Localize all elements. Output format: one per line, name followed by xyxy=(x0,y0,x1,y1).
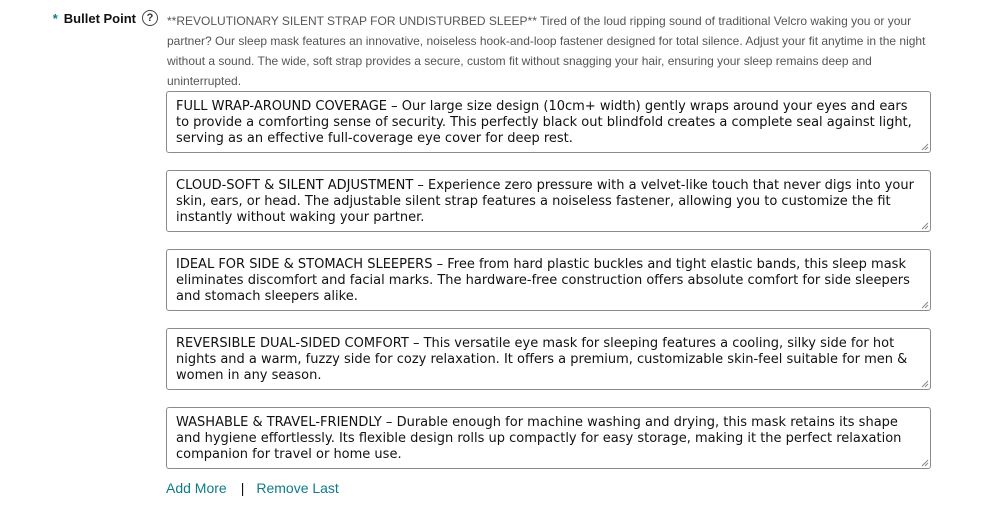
resize-handle-icon[interactable] xyxy=(920,300,929,309)
remove-last-link[interactable]: Remove Last xyxy=(256,480,339,496)
bullet-input-text: IDEAL FOR SIDE & STOMACH SLEEPERS – Free from hard plastic buckles and tight elastic bands, this sleep mask eliminates discomfort and facial marks. The hardware-free construction offers absolute comfort for side sleepers and stomach sleepers alike. xyxy=(176,257,910,304)
resize-handle-icon[interactable] xyxy=(920,379,929,388)
add-more-link[interactable]: Add More xyxy=(166,480,227,496)
question-circle-icon[interactable]: ? xyxy=(142,10,158,26)
resize-handle-icon[interactable] xyxy=(920,221,929,230)
bullet-input-1[interactable] xyxy=(166,91,931,153)
resize-handle-icon[interactable] xyxy=(920,458,929,467)
required-marker: * xyxy=(52,10,58,26)
resize-handle-icon[interactable] xyxy=(920,142,929,151)
field-label: Bullet Point xyxy=(63,10,136,26)
link-separator: | xyxy=(240,480,245,496)
bullet-actions xyxy=(166,480,339,496)
bullet-input-5[interactable] xyxy=(166,407,931,469)
bullet-input-text: WASHABLE & TRAVEL-FRIENDLY – Durable enough for machine washing and drying, this mask retains its shape and hygiene effortlessly. Its flexible design rolls up compactly for easy storage, making it the perfect relaxation companion for travel or home use. xyxy=(176,415,902,462)
bullet-input-2[interactable] xyxy=(166,170,931,232)
bullet-input-text: REVERSIBLE DUAL-SIDED COMFORT – This versatile eye mask for sleeping features a cooling, silky side for hot nights and a warm, fuzzy side for cozy relaxation. It offers a premium, customizable skin-feel suitable for men & women in any season. xyxy=(176,336,908,383)
bullet-input-text: FULL WRAP-AROUND COVERAGE – Our large size design (10cm+ width) gently wraps around your eyes and ears to provide a comforting sense of security. This perfectly black out blindfold creates a complete seal against light, serving as an effective full-coverage eye cover for deep rest. xyxy=(176,99,912,146)
field-guidance-text: **REVOLUTIONARY SILENT STRAP FOR UNDISTURBED SLEEP** Tired of the loud ripping sound of traditional Velcro waking you or your partner? Our sleep mask features an innovative, noiseless hook-and-loop fastener designed for total silence. Adjust your fit anytime in the night without a sound. The wide, soft strap provides a secure, custom fit without snagging your hair, ensuring your sleep remains deep and uninterrupted. xyxy=(167,14,926,88)
bullet-input-3[interactable] xyxy=(166,249,931,311)
bullet-input-4[interactable] xyxy=(166,328,931,390)
bullet-input-text: CLOUD-SOFT & SILENT ADJUSTMENT – Experience zero pressure with a velvet-like touch that never digs into your skin, ears, or head. The adjustable silent strap features a noiseless fastener, allowing you to customize the fit instantly without waking your partner. xyxy=(176,178,914,225)
field-label-row xyxy=(0,10,158,26)
